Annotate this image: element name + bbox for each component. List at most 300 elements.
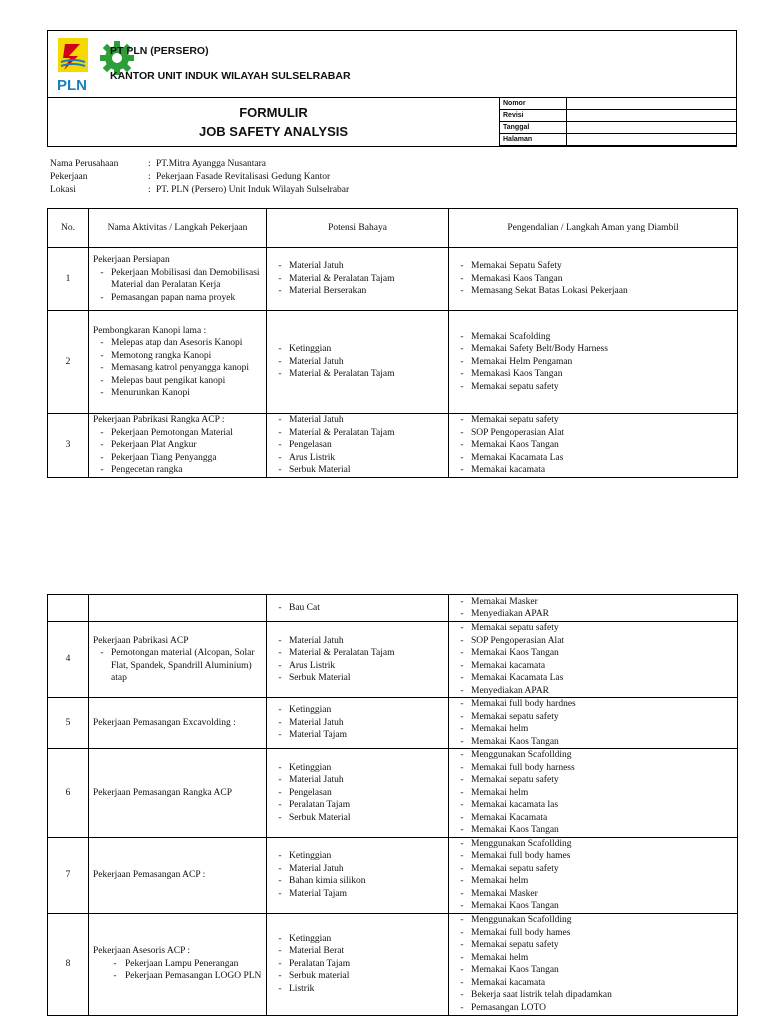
list-item-text: Serbuk Material <box>289 812 351 823</box>
list-item <box>453 439 733 452</box>
unit-name: KANTOR UNIT INDUK WILAYAH SULSELRABAR <box>110 70 351 82</box>
list-item <box>453 343 733 356</box>
list-item-text: Memakai full body hames <box>471 927 571 938</box>
dash-bullet: - <box>460 369 464 380</box>
list-item <box>271 787 444 800</box>
dash-bullet: - <box>278 465 282 475</box>
list-item <box>453 596 733 609</box>
activity-title: Pekerjaan Persiapan <box>93 255 170 265</box>
company-block <box>110 39 351 89</box>
list-item <box>271 260 444 273</box>
cell-no: 5 <box>48 698 89 749</box>
dash-bullet: - <box>113 971 117 982</box>
dash-bullet: - <box>100 350 104 361</box>
list-item <box>93 292 262 305</box>
list-item-text: Memakai full body hardnes <box>471 699 576 709</box>
list-item <box>453 672 733 685</box>
table-row <box>48 837 738 913</box>
dash-bullet: - <box>460 685 464 696</box>
list-item <box>453 260 733 273</box>
cell-activity <box>89 837 267 913</box>
cell-no: 3 <box>48 414 89 478</box>
cell-hazard <box>267 913 449 1015</box>
dash-bullet: - <box>278 369 282 380</box>
dash-bullet: - <box>460 286 464 297</box>
list-item-text: Memakai kacamata <box>471 977 546 988</box>
list-item-text: Pengecetan rangka <box>111 465 183 475</box>
list-item <box>453 824 733 837</box>
cell-control <box>449 837 738 913</box>
list-item-text: Memakai helm <box>471 724 529 734</box>
dash-bullet: - <box>100 338 104 348</box>
cell-control <box>449 913 738 1015</box>
list-item-text: Material & Peralatan Tajam <box>289 369 395 380</box>
dash-bullet: - <box>100 388 104 398</box>
list-item-text: Serbuk Material <box>289 673 351 683</box>
list-item-text: Memotong rangka Kanopi <box>111 350 212 361</box>
cell-activity <box>89 248 267 311</box>
list-item <box>271 774 444 787</box>
list-item <box>271 717 444 730</box>
dash-bullet: - <box>460 440 464 450</box>
document-meta-table <box>499 97 737 146</box>
list-item <box>271 875 444 888</box>
list-item <box>453 356 733 369</box>
list-item <box>271 850 444 863</box>
list-item-text: Material Tajam <box>289 730 347 741</box>
list-item <box>271 602 444 615</box>
list-item-text: Memakasi Kaos Tangan <box>471 273 563 284</box>
list-item-text: SOP Pengoperasian Alat <box>471 427 565 438</box>
dash-bullet: - <box>278 261 282 272</box>
activity-title: Pekerjaan Pabrikasi ACP <box>93 635 189 646</box>
list-item <box>453 464 733 477</box>
cell-control <box>449 698 738 749</box>
cell-hazard <box>267 248 449 311</box>
dash-bullet: - <box>278 775 282 785</box>
company-name: PT PLN (PERSERO) <box>110 45 209 57</box>
list-item-text: Memakai full body hames <box>471 851 571 861</box>
dash-bullet: - <box>460 888 464 899</box>
list-item <box>453 787 733 800</box>
dash-bullet: - <box>278 787 282 798</box>
list-item <box>93 350 262 363</box>
table-row <box>48 622 738 698</box>
dash-bullet: - <box>460 876 464 886</box>
dash-bullet: - <box>460 736 464 747</box>
dash-bullet: - <box>460 901 464 911</box>
cell-activity <box>89 622 267 698</box>
activity-title: Pekerjaan Asesoris ACP : <box>93 946 191 957</box>
dash-bullet: - <box>278 705 282 716</box>
list-item-text: Material & Peralatan Tajam <box>289 427 395 438</box>
list-item-text: Material Jatuh <box>289 635 344 646</box>
list-item <box>453 622 733 635</box>
list-item <box>453 989 733 1002</box>
cell-hazard <box>267 622 449 698</box>
list-item <box>453 381 733 394</box>
list-item <box>93 267 262 292</box>
list-item-text: Pekerjaan Tiang Penyangga <box>111 452 217 463</box>
dash-bullet: - <box>100 440 104 450</box>
list-item <box>93 362 262 375</box>
meta-label-halaman: Halaman <box>500 134 567 146</box>
list-item-text: Memakai sepatu safety <box>471 863 559 874</box>
dash-bullet: - <box>460 711 464 722</box>
list-item-text: Menyediakan APAR <box>471 685 550 696</box>
dash-bullet: - <box>278 356 282 367</box>
dash-bullet: - <box>278 273 282 284</box>
cell-control <box>449 595 738 622</box>
list-item-text: Memakasi Kaos Tangan <box>471 369 563 380</box>
list-item <box>453 368 733 381</box>
list-item <box>271 464 444 477</box>
list-item <box>453 452 733 465</box>
dash-bullet: - <box>460 609 464 619</box>
table-row <box>48 248 738 311</box>
dash-bullet: - <box>278 344 282 355</box>
cell-no: 4 <box>48 622 89 698</box>
list-item-text: Serbuk material <box>289 971 350 982</box>
list-item-text: Memakai sepatu safety <box>471 623 559 633</box>
list-item-text: Bekerja saat listrik telah dipadamkan <box>471 990 612 1000</box>
list-item-text: Pemasangan papan nama proyek <box>111 292 236 303</box>
list-item-text: Arus Listrik <box>289 452 336 463</box>
meta-value-nomor <box>567 98 737 110</box>
list-item <box>271 863 444 876</box>
list-item-text: Material Jatuh <box>289 261 344 272</box>
list-item-text: Memakai sepatu safety <box>471 381 559 392</box>
dash-bullet: - <box>460 762 464 773</box>
dash-bullet: - <box>278 762 282 773</box>
dash-bullet: - <box>278 958 282 969</box>
list-item <box>453 685 733 698</box>
list-item-text: Memakai Kaos Tangan <box>471 965 559 975</box>
dash-bullet: - <box>460 660 464 671</box>
dash-bullet: - <box>460 261 464 272</box>
info-value: PT. PLN (Persero) Unit Induk Wilayah Sulselrabar <box>156 185 350 195</box>
list-item <box>271 958 444 971</box>
info-row-location <box>50 184 349 197</box>
cell-control <box>449 248 738 311</box>
dash-bullet: - <box>460 273 464 284</box>
list-item-text: Memakai Masker <box>471 596 538 607</box>
activity-title: Pekerjaan Pemasangan Excavolding : <box>93 717 236 728</box>
list-item-text: Pemasangan LOTO <box>471 1002 547 1013</box>
list-item-text: Menggunakan Scafollding <box>471 838 572 849</box>
list-item <box>453 977 733 990</box>
list-item-text: Material Jatuh <box>289 356 344 367</box>
dash-bullet: - <box>100 375 104 386</box>
dash-bullet: - <box>278 730 282 741</box>
list-item-text: Bau Cat <box>289 602 320 613</box>
dash-bullet: - <box>278 452 282 463</box>
dash-bullet: - <box>278 717 282 728</box>
header-activity: Nama Aktivitas / Langkah Pekerjaan <box>89 209 267 248</box>
dash-bullet: - <box>278 946 282 957</box>
list-item <box>271 729 444 742</box>
list-item <box>453 799 733 812</box>
dash-bullet: - <box>278 635 282 646</box>
cell-activity <box>89 749 267 838</box>
cell-control <box>449 749 738 838</box>
cell-no: 8 <box>48 913 89 1015</box>
list-item-text: Memakai Helm Pengaman <box>471 356 573 367</box>
info-label: Nama Perusahaan <box>50 159 119 169</box>
dash-bullet: - <box>460 825 464 835</box>
cell-control <box>449 414 738 478</box>
list-item-text: Pekerjaan Pemotongan Material <box>111 427 233 438</box>
project-info <box>50 158 349 197</box>
list-item-text: Memakai Kaos Tangan <box>471 440 559 450</box>
info-separator: : <box>148 159 151 169</box>
dash-bullet: - <box>278 812 282 823</box>
dash-bullet: - <box>460 927 464 938</box>
dash-bullet: - <box>460 965 464 975</box>
meta-value-revisi <box>567 110 737 122</box>
pln-logo-icon <box>56 36 100 94</box>
list-item-text: Memakai Kaos Tangan <box>471 736 559 747</box>
dash-bullet: - <box>278 876 282 886</box>
list-item-text: Material Jatuh <box>289 863 344 874</box>
list-item <box>453 427 733 440</box>
list-item-text: Memasang Sekat Batas Lokasi Pekerjaan <box>471 286 628 297</box>
dash-bullet: - <box>100 427 104 438</box>
list-item <box>271 945 444 958</box>
dash-bullet: - <box>100 465 104 475</box>
list-item-text: Arus Listrik <box>289 660 336 671</box>
list-item <box>453 711 733 724</box>
dash-bullet: - <box>278 800 282 810</box>
info-value: PT.Mitra Ayangga Nusantara <box>156 159 267 169</box>
dash-bullet: - <box>100 452 104 463</box>
dash-bullet: - <box>278 673 282 683</box>
cell-hazard <box>267 414 449 478</box>
list-item <box>271 368 444 381</box>
list-item-text: Memakai kacamata <box>471 465 546 475</box>
cell-hazard <box>267 311 449 414</box>
dash-bullet: - <box>460 648 464 658</box>
header-no: No. <box>48 209 89 248</box>
info-value: Pekerjaan Fasade Revitalisasi Gedung Kantor <box>156 172 331 182</box>
list-item <box>271 933 444 946</box>
activity-title: Pekerjaan Pemasangan Rangka ACP <box>93 787 233 798</box>
list-item <box>93 387 262 400</box>
jsa-table-page1 <box>47 208 738 478</box>
meta-value-halaman <box>567 134 737 146</box>
list-item-text: Melepas atap dan Asesoris Kanopi <box>111 338 243 348</box>
list-item <box>453 900 733 913</box>
list-item <box>271 635 444 648</box>
list-item <box>271 672 444 685</box>
dash-bullet: - <box>278 888 282 899</box>
dash-bullet: - <box>278 427 282 438</box>
list-item <box>453 749 733 762</box>
list-item-text: Pekerjaan Mobilisasi dan Demobilisasi Material dan Peralatan Kerja <box>111 267 260 290</box>
dash-bullet: - <box>100 648 104 658</box>
dash-bullet: - <box>278 440 282 450</box>
dash-bullet: - <box>278 286 282 297</box>
dash-bullet: - <box>460 344 464 355</box>
dash-bullet: - <box>460 415 464 425</box>
dash-bullet: - <box>460 381 464 392</box>
list-item-text: Pengelasan <box>289 440 332 450</box>
dash-bullet: - <box>278 863 282 874</box>
list-item-text: Memakai Kaos Tangan <box>471 901 559 911</box>
list-item <box>453 850 733 863</box>
list-item <box>93 464 262 477</box>
dash-bullet: - <box>460 863 464 874</box>
list-item <box>93 375 262 388</box>
dash-bullet: - <box>460 812 464 823</box>
list-item-text: Memakai sepatu safety <box>471 711 559 722</box>
dash-bullet: - <box>100 267 104 278</box>
list-item <box>453 723 733 736</box>
list-item-text: Material Berserakan <box>289 286 367 297</box>
list-item-text: Memakai Kaos Tangan <box>471 825 559 835</box>
info-separator: : <box>148 185 151 195</box>
list-item-text: Memakai Kacamata <box>471 812 548 823</box>
list-item <box>93 958 262 971</box>
meta-label-nomor: Nomor <box>500 98 567 110</box>
list-item <box>453 736 733 749</box>
dash-bullet: - <box>278 660 282 671</box>
dash-bullet: - <box>278 415 282 425</box>
info-row-work <box>50 171 349 184</box>
list-item <box>271 427 444 440</box>
list-item-text: Listrik <box>289 983 315 994</box>
list-item <box>453 762 733 775</box>
list-item-text: Memakai helm <box>471 787 529 798</box>
list-item <box>93 647 262 685</box>
form-title-line2: JOB SAFETY ANALYSIS <box>198 124 349 139</box>
form-header <box>47 30 737 147</box>
list-item-text: Memakai kacamata las <box>471 800 559 810</box>
list-item <box>271 452 444 465</box>
list-item <box>453 331 733 344</box>
list-item <box>453 939 733 952</box>
list-item-text: SOP Pengoperasian Alat <box>471 635 565 646</box>
list-item-text: Bahan kimia silikon <box>289 876 366 886</box>
info-label: Lokasi <box>50 185 76 195</box>
list-item-text: Memakai Sepatu Safety <box>471 261 562 272</box>
table-row <box>48 913 738 1015</box>
list-item <box>453 647 733 660</box>
list-item <box>271 660 444 673</box>
table-row <box>48 698 738 749</box>
cell-hazard <box>267 749 449 838</box>
list-item-text: Memakai sepatu safety <box>471 940 559 950</box>
list-item <box>271 647 444 660</box>
list-item <box>93 427 262 440</box>
list-item-text: Ketinggian <box>289 851 332 861</box>
dash-bullet: - <box>460 331 464 342</box>
list-item <box>93 337 262 350</box>
list-item-text: Memakai full body harness <box>471 762 575 773</box>
form-title-line1: FORMULIR <box>239 105 308 120</box>
list-item <box>453 698 733 711</box>
dash-bullet: - <box>278 933 282 944</box>
dash-bullet: - <box>460 977 464 988</box>
dash-bullet: - <box>460 775 464 785</box>
table-row <box>48 595 738 622</box>
list-item-text: Memakai kacamata <box>471 660 546 671</box>
list-item-text: Material Jatuh <box>289 775 344 785</box>
list-item-text: Memakai Kaos Tangan <box>471 648 559 658</box>
list-item-text: Material Jatuh <box>289 415 344 425</box>
activity-title: Pembongkaran Kanopi lama : <box>93 325 207 336</box>
list-item <box>271 704 444 717</box>
list-item <box>271 812 444 825</box>
list-item-text: Pekerjaan Pemasangan LOGO PLN <box>125 971 262 982</box>
list-item-text: Memakai sepatu safety <box>471 775 559 785</box>
table-body <box>48 595 738 1016</box>
list-item-text: Peralatan Tajam <box>289 800 351 810</box>
cell-hazard <box>267 837 449 913</box>
list-item-text: Ketinggian <box>289 933 332 944</box>
list-item-text: Melepas baut pengikat kanopi <box>111 375 226 386</box>
list-item <box>453 660 733 673</box>
list-item-text: Material Tajam <box>289 888 347 899</box>
table-header-row <box>48 209 738 248</box>
dash-bullet: - <box>460 465 464 475</box>
dash-bullet: - <box>460 427 464 438</box>
cell-no: 2 <box>48 311 89 414</box>
form-title <box>48 97 499 146</box>
list-item-text: Ketinggian <box>289 762 332 773</box>
list-item <box>93 970 262 983</box>
table-row <box>48 311 738 414</box>
dash-bullet: - <box>460 838 464 849</box>
list-item <box>453 608 733 621</box>
list-item <box>271 414 444 427</box>
list-item <box>453 273 733 286</box>
list-item <box>453 964 733 977</box>
list-item <box>93 439 262 452</box>
list-item-text: Pengelasan <box>289 787 332 798</box>
list-item <box>453 414 733 427</box>
list-item-text: Memakai Kacamata Las <box>471 673 564 683</box>
dash-bullet: - <box>278 971 282 982</box>
list-item <box>271 356 444 369</box>
dash-bullet: - <box>460 699 464 709</box>
list-item-text: Ketinggian <box>289 705 332 716</box>
dash-bullet: - <box>460 623 464 633</box>
dash-bullet: - <box>460 724 464 734</box>
list-item <box>453 838 733 851</box>
dash-bullet: - <box>460 635 464 646</box>
list-item-text: Menggunakan Scafollding <box>471 915 572 925</box>
meta-label-revisi: Revisi <box>500 110 567 122</box>
list-item-text: Material & Peralatan Tajam <box>289 273 395 284</box>
cell-activity <box>89 595 267 622</box>
list-item-text: Material Berat <box>289 946 345 957</box>
list-item <box>271 439 444 452</box>
dash-bullet: - <box>278 851 282 861</box>
list-item <box>271 343 444 356</box>
cell-no: 1 <box>48 248 89 311</box>
dash-bullet: - <box>278 983 282 994</box>
list-item-text: Pemotongan material (Alcopan, Solar Flat, Spandek, Spandrill Aluminium) atap <box>111 648 255 683</box>
list-item <box>271 273 444 286</box>
list-item-text: Menurunkan Kanopi <box>111 388 190 398</box>
list-item-text: Memakai Safety Belt/Body Harness <box>471 344 608 355</box>
activity-title: Pekerjaan Pemasangan ACP : <box>93 869 206 880</box>
list-item-text: Peralatan Tajam <box>289 958 351 969</box>
list-item-text: Pekerjaan Lampu Penerangan <box>125 958 239 969</box>
list-item <box>453 774 733 787</box>
list-item-text: Memakai Scafolding <box>471 331 551 342</box>
